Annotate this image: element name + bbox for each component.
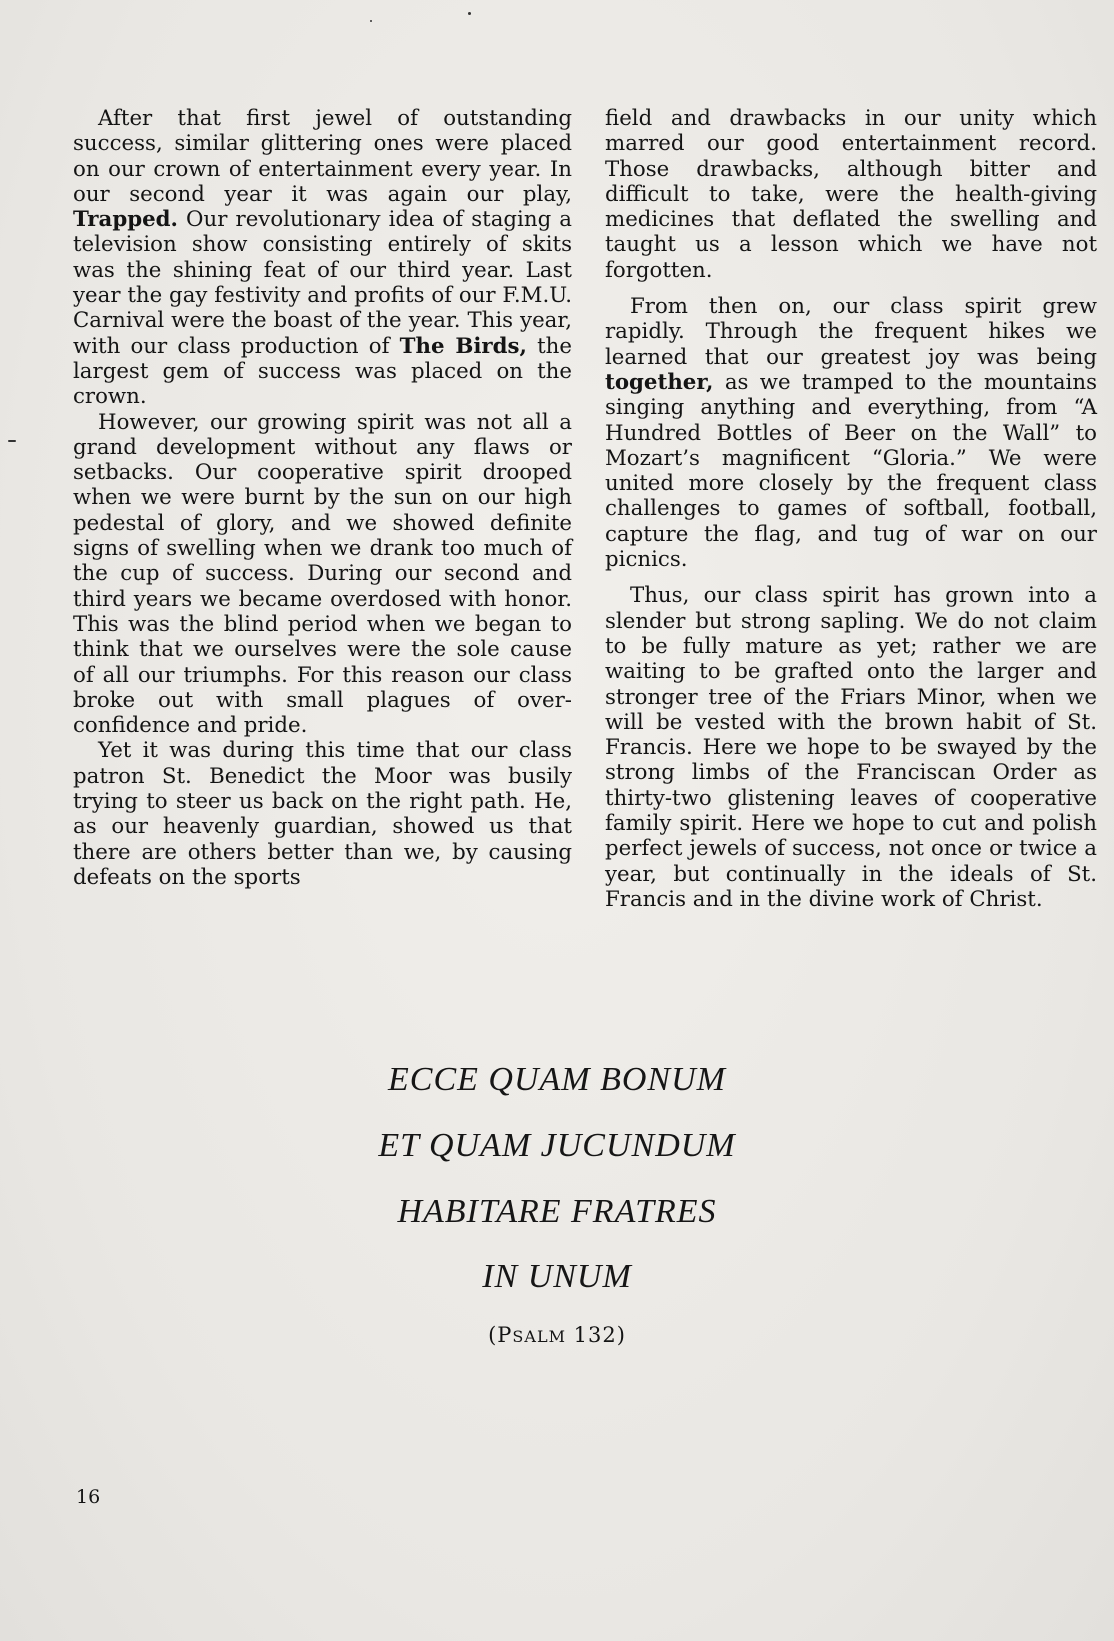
paragraph: From then on, our class spirit grew rapidly. Through the frequent hikes we learned that our greatest joy was being together, as we tramped to the mountains singing anything and everything, from “A Hundred Bottles of Beer on the Wall” to Mozart’s magnificent “Gloria.” We were united more closely by the frequent class challenges to games of softball, football, capture the flag, and tug of war on our picnics. (605, 294, 1097, 573)
bold-title: Trapped. (73, 207, 178, 233)
paragraph: field and drawbacks in our unity which marred our good entertainment record. Those drawbacks, although bitter and difficult to take, were the health-giving medicines that deflated the swelling and taught us a lesson which we have not forgotten. (605, 106, 1097, 283)
paragraph: Yet it was during this time that our class patron St. Benedict the Moor was busily trying to steer us back on the right path. He, as our heavenly guardian, showed us that there are others better than we, by causing defeats on the sports (73, 738, 572, 890)
paragraph: Thus, our class spirit has grown into a slender but strong sapling. We do not claim to be fully mature as yet; rather we are waiting to be grafted onto the larger and stronger tree of the Friars Minor, when we will be vested with the brown habit of St. Francis. Here we hope to be swayed by the strong limbs of the Franciscan Order as thirty-two glistening leaves of cooperative family spirit. Here we hope to cut and polish perfect jewels of success, not once or twice a year, but continually in the ideals of St. Francis and in the divine work of Christ. (605, 583, 1097, 912)
page-number: 16 (76, 1486, 101, 1508)
ink-speck (8, 440, 16, 442)
motto-line-4: IN UNUM (482, 1258, 632, 1295)
paragraph: However, our growing spirit was not all a grand development without any flaws or setbacks. Our cooperative spirit drooped when we were burnt by the sun on our high pedestal of glory, and we showed definite signs of swelling when we drank too much of the cup of success. During our second and third years we became overdosed with honor. This was the blind period when we began to think that we ourselves were the sole cause of all our triumphs. For this reason our class broke out with small plagues of over-confidence and pride. (73, 409, 572, 739)
ink-speck (468, 12, 471, 15)
bold-title: together, (605, 369, 714, 395)
motto-line-3: HABITARE FRATRES (397, 1193, 717, 1230)
left-column (73, 106, 572, 890)
motto-line-1: ECCE QUAM BONUM (388, 1061, 726, 1098)
psalm-citation: (PSALM 132) (488, 1323, 626, 1347)
motto-line-2: ET QUAM JUCUNDUM (378, 1127, 736, 1164)
right-column (605, 106, 1097, 912)
paragraph: After that first jewel of outstanding success, similar glittering ones were placed on our crown of entertainment every year. In our second year it was again our play, Trapped. Our revolutionary idea of staging a television show consisting entirely of skits was the shining feat of our third year. Last year the gay festivity and profits of our F.M.U. Carnival were the boast of the year. This year, with our class production of The Birds, the largest gem of success was placed on the crown. (73, 106, 572, 410)
ink-speck (370, 20, 372, 22)
bold-title: The Birds, (399, 333, 527, 359)
